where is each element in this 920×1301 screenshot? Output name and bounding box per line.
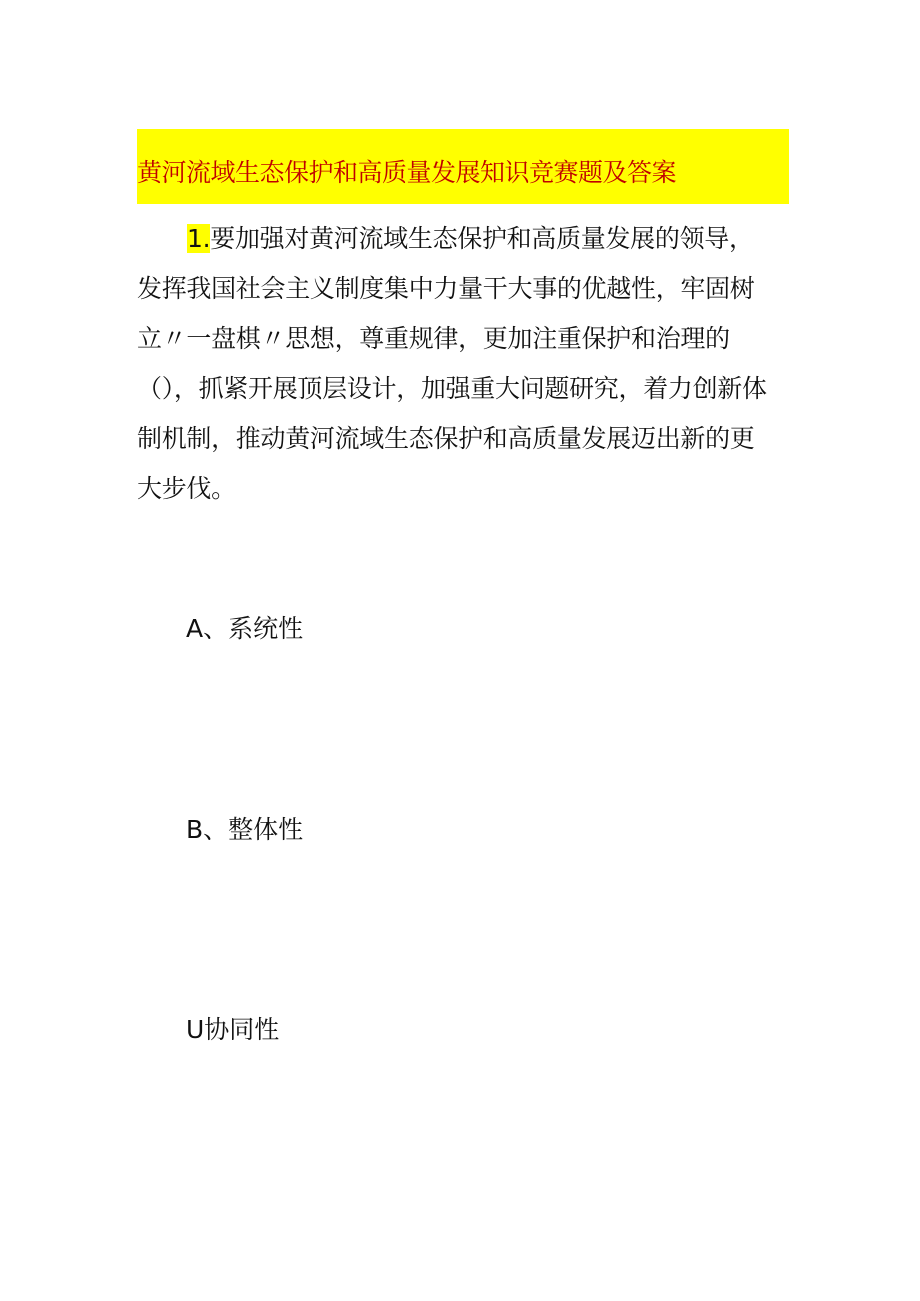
- question-1: [137, 214, 777, 514]
- question-text: 要加强对黄河流域生态保护和高质量发展的领导，发挥我国社会主义制度集中力量干大事的优越性，牢固树立〃一盘棋〃思想，尊重规律，更加注重保护和治理的（），抓紧开展顶层设计，加强重大问题研究，着力创新体制机制，推动黄河流域生态保护和高质量发展迈出新的更大步伐。: [137, 224, 767, 503]
- question-number: 1.: [187, 224, 211, 253]
- option-a: A、系统性: [186, 614, 304, 643]
- option-c: U协同性: [186, 1015, 280, 1044]
- document-title: 黄河流域生态保护和高质量发展知识竞赛题及答案: [137, 158, 677, 187]
- option-b: B、整体性: [186, 815, 304, 844]
